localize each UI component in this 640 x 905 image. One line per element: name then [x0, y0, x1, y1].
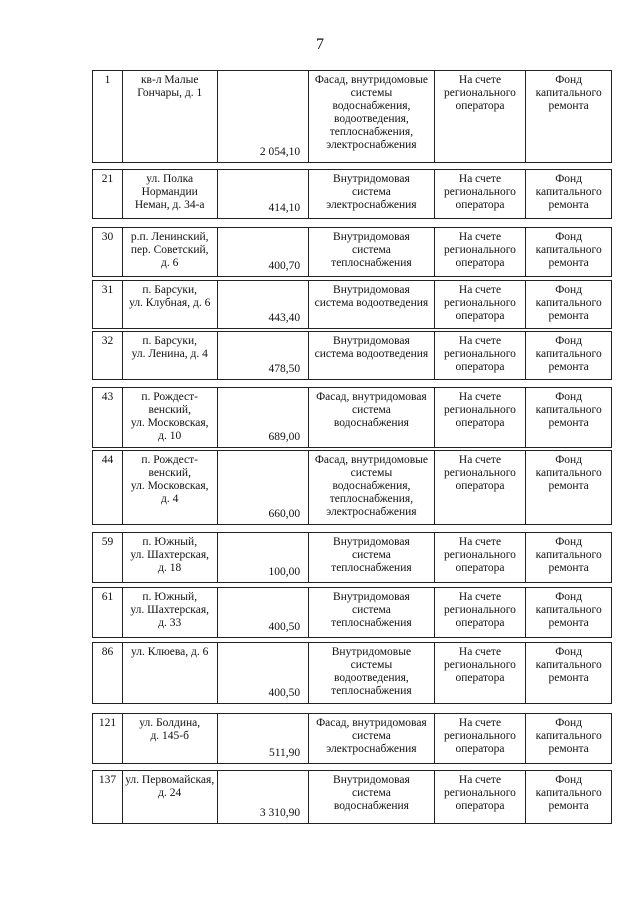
- row-address: ул. Болдина, д. 145-б: [123, 714, 218, 763]
- row-number: 61: [93, 588, 123, 637]
- row-owner: На счете регионального оператора: [435, 771, 527, 823]
- row-number: 121: [93, 714, 123, 763]
- row-number: 31: [93, 281, 123, 328]
- table-row: [92, 770, 612, 824]
- row-works: Внутридомовая система водоснабжения: [309, 771, 435, 823]
- row-amount: 3 310,90: [218, 771, 310, 823]
- row-owner: На счете регионального оператора: [435, 228, 527, 276]
- row-amount: 478,50: [218, 332, 310, 379]
- row-works: Внутридомовая система водоотведения: [309, 281, 435, 328]
- row-number: 59: [93, 533, 123, 582]
- row-source: Фонд капитального ремонта: [535, 284, 602, 322]
- row-amount: 660,00: [218, 451, 310, 524]
- row-works: Внутридомовая система электроснабжения: [309, 170, 435, 218]
- row-owner: На счете регионального оператора: [435, 643, 527, 703]
- row-source: Фонд капитального ремонта: [535, 231, 602, 269]
- row-number: 44: [93, 451, 123, 524]
- row-source: Фонд капитального ремонта: [535, 74, 602, 112]
- row-amount: 400,70: [218, 228, 310, 276]
- row-number: 21: [93, 170, 123, 218]
- row-address: кв-л Малые Гончары, д. 1: [123, 71, 218, 162]
- row-address: п. Рождест- венский, ул. Московская, д. 10: [123, 388, 218, 447]
- row-works: Внутридомовые системы водоотведения, теплоснабжения: [309, 643, 435, 703]
- table-row: [92, 587, 612, 638]
- row-owner: На счете регионального оператора: [435, 588, 527, 637]
- row-source: Фонд капитального ремонта: [535, 454, 602, 492]
- row-address: ул. Полка Нормандии Неман, д. 34-а: [123, 170, 218, 218]
- table-row: [92, 169, 612, 219]
- table-row: [92, 387, 612, 448]
- row-amount: 443,40: [218, 281, 310, 328]
- row-owner: На счете регионального оператора: [435, 714, 527, 763]
- row-owner: На счете регионального оператора: [435, 332, 527, 379]
- table-row: [92, 280, 612, 329]
- row-number: 86: [93, 643, 123, 703]
- table-row: [92, 70, 612, 163]
- row-works: Фасад, внутридомовая система электроснабжения: [309, 714, 435, 763]
- row-owner: На счете регионального оператора: [435, 281, 527, 328]
- row-works: Внутридомовая система теплоснабжения: [309, 533, 435, 582]
- row-source: Фонд капитального ремонта: [535, 646, 602, 684]
- table-row: [92, 450, 612, 525]
- row-source: Фонд капитального ремонта: [535, 717, 602, 755]
- row-amount: 511,90: [218, 714, 310, 763]
- row-owner: На счете регионального оператора: [435, 451, 527, 524]
- table-row: [92, 331, 612, 380]
- page-number: 7: [316, 36, 324, 53]
- row-amount: 2 054,10: [218, 71, 310, 162]
- row-address: п. Барсуки, ул. Клубная, д. 6: [123, 281, 218, 328]
- row-address: п. Барсуки, ул. Ленина, д. 4: [123, 332, 218, 379]
- row-number: 137: [93, 771, 123, 823]
- row-amount: 414,10: [218, 170, 310, 218]
- table-row: [92, 532, 612, 583]
- table-row: [92, 713, 612, 764]
- row-address: п. Южный, ул. Шахтерская, д. 18: [123, 533, 218, 582]
- row-address: п. Южный, ул. Шахтерская, д. 33: [123, 588, 218, 637]
- row-owner: На счете регионального оператора: [435, 71, 527, 162]
- row-works: Внутридомовая система водоотведения: [309, 332, 435, 379]
- row-source: Фонд капитального ремонта: [535, 335, 602, 373]
- table-row: [92, 227, 612, 277]
- row-source: Фонд капитального ремонта: [535, 774, 602, 812]
- row-owner: На счете регионального оператора: [435, 170, 527, 218]
- row-amount: 400,50: [218, 643, 310, 703]
- row-works: Внутридомовая система теплоснабжения: [309, 228, 435, 276]
- row-number: 1: [93, 71, 123, 162]
- row-address: ул. Клюева, д. 6: [123, 643, 218, 703]
- row-address: п. Рождест- венский, ул. Московская, д. 4: [123, 451, 218, 524]
- row-amount: 689,00: [218, 388, 310, 447]
- row-owner: На счете регионального оператора: [435, 388, 527, 447]
- table-row: [92, 642, 612, 704]
- row-works: Фасад, внутридомовые системы водоснабжения, водоотведения, теплоснабжения, электроснабжения: [309, 71, 435, 162]
- row-source: Фонд капитального ремонта: [535, 391, 602, 429]
- row-number: 43: [93, 388, 123, 447]
- row-owner: На счете регионального оператора: [435, 533, 527, 582]
- row-source: Фонд капитального ремонта: [535, 173, 602, 211]
- row-works: Внутридомовая система теплоснабжения: [309, 588, 435, 637]
- row-source: Фонд капитального ремонта: [535, 591, 602, 629]
- row-works: Фасад, внутридомовая система водоснабжения: [309, 388, 435, 447]
- row-address: ул. Первомайская, д. 24: [123, 771, 218, 823]
- row-works: Фасад, внутридомовые системы водоснабжения, теплоснабжения, электроснабжения: [309, 451, 435, 524]
- row-number: 32: [93, 332, 123, 379]
- row-amount: 100,00: [218, 533, 310, 582]
- row-number: 30: [93, 228, 123, 276]
- row-source: Фонд капитального ремонта: [535, 536, 602, 574]
- row-amount: 400,50: [218, 588, 310, 637]
- row-address: р.п. Ленинский, пер. Советский, д. 6: [123, 228, 218, 276]
